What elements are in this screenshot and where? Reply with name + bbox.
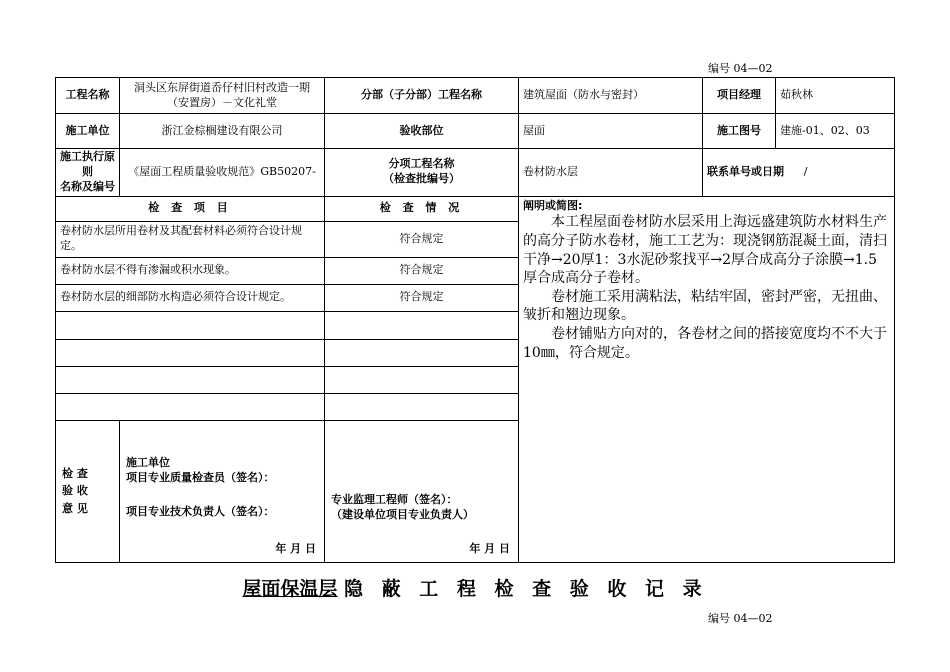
- principle-label: [56, 149, 120, 197]
- check-item: 卷材防水层的细部防水构造必须符合设计规定。: [56, 284, 325, 311]
- supervisor-signature-cell: [325, 420, 519, 562]
- quality-inspector-label: 项目专业质量检查员（签名）：: [126, 471, 275, 485]
- inspection-record-table: [55, 77, 895, 563]
- sub-project-label: 分部（子分部）工程名称: [325, 78, 519, 114]
- acceptance-label-line2: 验 收: [62, 484, 88, 498]
- sub-project-value: 建筑屋面（防水与密封）: [519, 78, 703, 114]
- check-items-header: 检 查 项 目: [56, 196, 325, 221]
- check-status: [325, 311, 519, 339]
- check-status: [325, 393, 519, 420]
- document-title: [0, 574, 950, 601]
- acceptance-label-line1: 检 查: [62, 466, 88, 480]
- description-paragraph: 本工程屋面卷材防水层采用上海远盛建筑防水材料生产的高分子防水卷材，施工工艺为：现浇钢筋混凝土面，清扫干净→20厚1：3水泥砂浆找平→2厚合成高分子涂膜→1.5厚合成高分子卷材。: [523, 214, 887, 287]
- check-status: [325, 366, 519, 393]
- item-value: 卷材防水层: [519, 149, 703, 197]
- contractor-signature-date: 年 月 日: [275, 541, 316, 555]
- contractor-value: 浙江金棕榈建设有限公司: [120, 114, 325, 149]
- project-name-label: 工程名称: [56, 78, 120, 114]
- tech-leader-label: 项目专业技术负责人（签名）：: [126, 505, 275, 519]
- drawing-label: 施工图号: [703, 114, 776, 149]
- contractor-signature-block: [126, 455, 275, 521]
- check-item: [56, 339, 325, 366]
- check-status: [325, 339, 519, 366]
- acceptance-label-line3: 意 见: [62, 501, 88, 515]
- contact-cell: [703, 149, 895, 197]
- contractor-unit-label: 施工单位: [126, 455, 170, 469]
- row-project-info: [56, 78, 895, 114]
- description-paragraph: 卷材铺贴方向对的，各卷材之间的搭接宽度均不不大于10㎜，符合规定。: [523, 326, 887, 361]
- check-item: [56, 311, 325, 339]
- check-item: [56, 366, 325, 393]
- document-number-top: 编号 04—02: [708, 62, 773, 75]
- check-status: 符合规定: [325, 284, 519, 311]
- item-label-line2: （检查批编号）: [383, 172, 460, 186]
- contact-value: /: [803, 164, 808, 178]
- supervisor-signature-block: [331, 492, 474, 524]
- project-name-line2: （安置房）－文化礼堂: [167, 95, 277, 109]
- check-item: [56, 393, 325, 420]
- description-paragraph: 卷材施工采用满粘法，粘结牢固，密封严密，无扭曲、皱折和翘边现象。: [523, 288, 887, 324]
- check-item: 卷材防水层不得有渗漏或积水现象。: [56, 257, 325, 284]
- project-name-line1: 洞头区东屏街道岙仔村旧村改造一期: [134, 80, 310, 94]
- title-underlined-part: 屋面保温层: [242, 578, 338, 600]
- document-number-bottom: 编号 04—02: [708, 612, 773, 625]
- description-title: 阐明或简图:: [523, 198, 583, 212]
- row-contractor-info: [56, 114, 895, 149]
- check-status-header: 检 查 情 况: [325, 196, 519, 221]
- check-item: 卷材防水层所用卷材及其配套材料必须符合设计规定。: [56, 221, 325, 257]
- acceptance-label: [56, 420, 120, 562]
- supervisor-label: 专业监理工程师（签名）：: [331, 492, 458, 506]
- principle-value: 《屋面工程质量验收规范》GB50207-: [120, 149, 325, 197]
- row-standard-info: [56, 149, 895, 197]
- contact-label: 联系单号或日期: [707, 164, 784, 178]
- description-cell: [519, 196, 895, 562]
- manager-value: 茹秋林: [776, 78, 895, 114]
- accept-part-label: 验收部位: [325, 114, 519, 149]
- contractor-label: 施工单位: [56, 114, 120, 149]
- manager-label: 项目经理: [703, 78, 776, 114]
- item-label-line1: 分项工程名称: [388, 157, 455, 171]
- principle-label-line2: 名称及编号: [60, 179, 115, 193]
- principle-label-line1: 施工执行原则: [60, 150, 115, 178]
- check-status: 符合规定: [325, 221, 519, 257]
- row-check-header: [56, 196, 895, 221]
- check-status: 符合规定: [325, 257, 519, 284]
- accept-part-value: 屋面: [519, 114, 703, 149]
- item-label: [325, 149, 519, 197]
- drawing-value: 建施-01、02、03: [776, 114, 895, 149]
- title-main-part: 隐 蔽 工 程 检 查 验 收 记 录: [344, 578, 708, 600]
- project-name-value: [120, 78, 325, 114]
- supervisor-signature-date: 年 月 日: [469, 541, 510, 555]
- owner-leader-label: （建设单位项目专业负责人）: [331, 508, 474, 522]
- contractor-signature-cell: [120, 420, 325, 562]
